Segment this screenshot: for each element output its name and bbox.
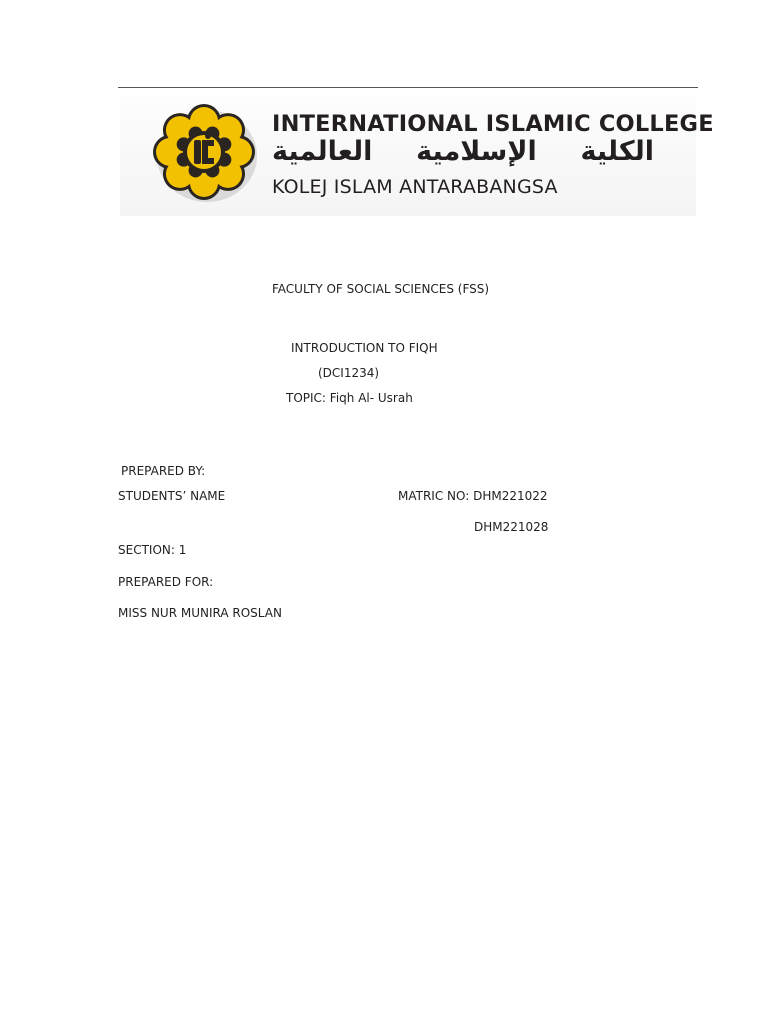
faculty-name: FACULTY OF SOCIAL SCIENCES (FSS) xyxy=(272,282,490,296)
matric-number-second: DHM221028 xyxy=(474,520,549,534)
lecturer-name: MISS NUR MUNIRA ROSLAN xyxy=(118,606,282,620)
section-label: SECTION: 1 xyxy=(118,543,187,557)
prepared-by-label: PREPARED BY: xyxy=(121,464,206,478)
prepared-for-label: PREPARED FOR: xyxy=(118,575,214,589)
course-code: (DCI1234) xyxy=(318,366,380,380)
course-title: INTRODUCTION TO FIQH xyxy=(291,341,438,355)
college-emblem-icon xyxy=(148,100,260,204)
header-rule xyxy=(118,87,698,88)
college-name-arabic: الكلية الإسلامية العالمية xyxy=(272,136,654,167)
course-topic: TOPIC: Fiqh Al- Usrah xyxy=(286,391,413,405)
college-name-english: INTERNATIONAL ISLAMIC COLLEGE xyxy=(272,111,714,137)
matric-number-first: MATRIC NO: DHM221022 xyxy=(398,489,548,503)
students-name-label: STUDENTS’ NAME xyxy=(118,489,226,503)
college-name-malay: KOLEJ ISLAM ANTARABANGSA xyxy=(272,176,558,198)
